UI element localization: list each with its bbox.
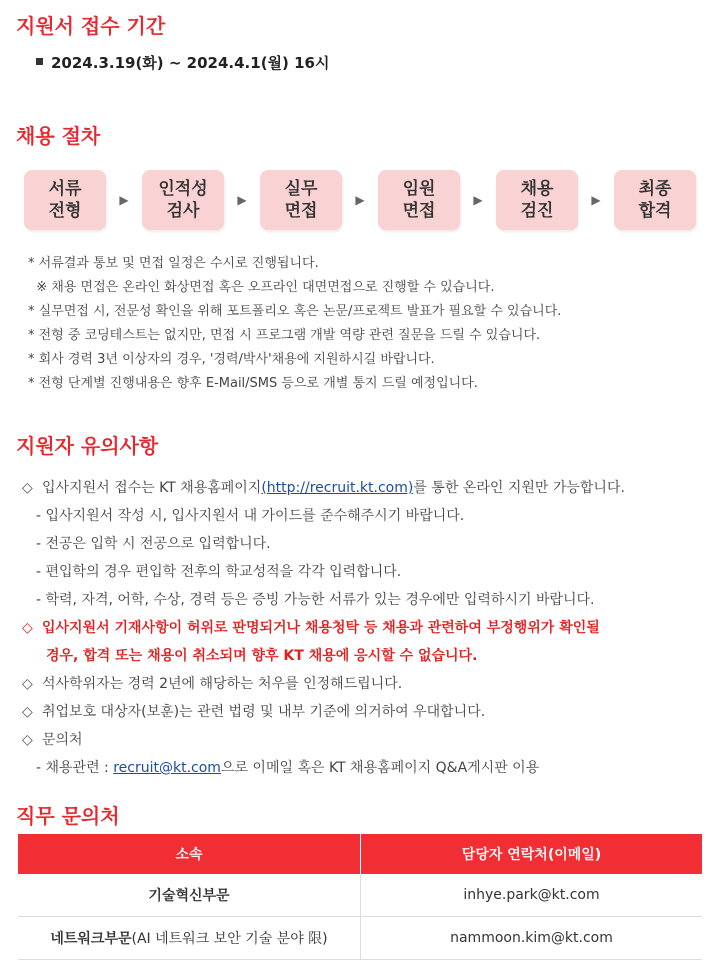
step-medical-check: 채용 검진 [496,170,578,230]
notice-warning: ◇ 입사지원서 기재사항이 허위로 판명되거나 채용청탁 등 채용과 관련하여 부정행위가 확인될 [22,614,714,642]
notice-subitem: - 전공은 입학 시 전공으로 입력합니다. [36,536,271,552]
arrow-right-icon: ▶ [591,193,601,207]
diamond-bullet-icon: ◇ [22,480,33,496]
notice-item: ◇ 석사학위자는 경력 2년에 해당하는 처우를 인정해드립니다. [22,670,714,698]
arrow-right-icon: ▶ [355,193,365,207]
step-executive-interview: 임원 면접 [378,170,460,230]
arrow-right-icon: ▶ [237,193,247,207]
notice-item: ◇ 취업보호 대상자(보훈)는 관련 법령 및 내부 기준에 의거하여 우대합니다. [22,698,714,726]
diamond-bullet-icon: ◇ [22,732,33,748]
note-line: ※ 채용 면접은 온라인 화상면접 혹은 오프라인 대면면접으로 진행할 수 있습니다. [28,280,495,295]
section-title-notice: 지원자 유의사항 [16,434,159,458]
step-final-pass: 최종 합격 [614,170,696,230]
table-row [18,874,702,917]
dept-cell: 기술혁신부문 [18,874,361,917]
table-header-row [18,834,702,874]
notice-subitem: - 편입학의 경우 편입학 전후의 학교성적을 각각 입력합니다. [36,564,402,580]
email-cell: nammoon.kim@kt.com [361,917,703,960]
section-title-process: 채용 절차 [16,124,101,148]
note-line: * 전형 중 코딩테스트는 없지만, 면접 시 프로그램 개발 역량 관련 질문을 드릴 수 있습니다. [28,328,541,343]
process-steps [24,168,696,232]
arrow-right-icon: ▶ [473,193,483,207]
recruit-site-link[interactable]: (http://recruit.kt.com) [261,480,414,496]
step-document-screening: 서류 전형 [24,170,106,230]
arrow-right-icon: ▶ [119,193,129,207]
diamond-bullet-icon: ◇ [22,704,33,720]
notice-item: ◇ 입사지원서 접수는 KT 채용홈페이지(http://recruit.kt.com)를 통한 온라인 지원만 가능합니다. [22,474,714,502]
notice-subitem: - 학력, 자격, 어학, 수상, 경력 등은 증빙 가능한 서류가 있는 경우에만 입력하시기 바랍니다. [36,592,595,608]
recruit-email-link[interactable]: recruit@kt.com [113,760,221,776]
table-row [18,917,702,960]
application-period [36,52,329,73]
notice-contact: - 채용관련 : recruit@kt.com으로 이메일 혹은 KT 채용홈페이지 Q&A게시판 이용 [36,760,540,776]
note-line: * 전형 단계별 진행내용은 향후 E-Mail/SMS 등으로 개별 통지 드릴 예정입니다. [28,376,478,391]
column-header-dept: 소속 [18,834,361,874]
step-aptitude-test: 인적성 검사 [142,170,224,230]
section-title-contacts: 직무 문의처 [16,804,120,828]
diamond-bullet-icon: ◇ [22,676,33,692]
applicant-notice [22,474,714,782]
column-header-email: 담당자 연락처(이메일) [361,834,703,874]
period-text: 2024.3.19(화) ~ 2024.4.1(월) 16시 [51,54,330,72]
notice-subitem: - 입사지원서 작성 시, 입사지원서 내 가이드를 준수해주시기 바랍니다. [36,508,465,524]
process-notes [28,252,561,396]
square-bullet-icon [36,58,43,65]
step-practical-interview: 실무 면접 [260,170,342,230]
dept-cell: 네트워크부문(AI 네트워크 보안 기술 분야 限) [18,917,361,960]
section-title-period: 지원서 접수 기간 [16,14,166,38]
notice-warning-cont: 경우, 합격 또는 채용이 취소되며 향후 KT 채용에 응시할 수 없습니다. [46,648,478,664]
email-cell: inhye.park@kt.com [361,874,703,917]
note-line: * 실무면접 시, 전문성 확인을 위해 포트폴리오 혹은 논문/프로젝트 발표가 필요할 수 있습니다. [28,304,562,319]
note-line: * 서류결과 통보 및 면접 일정은 수시로 진행됩니다. [28,256,319,271]
contacts-table [18,834,702,960]
diamond-bullet-icon: ◇ [22,620,33,636]
notice-item: ◇ 문의처 [22,726,714,754]
note-line: * 회사 경력 3년 이상자의 경우, '경력/박사'채용에 지원하시길 바랍니다. [28,352,435,367]
